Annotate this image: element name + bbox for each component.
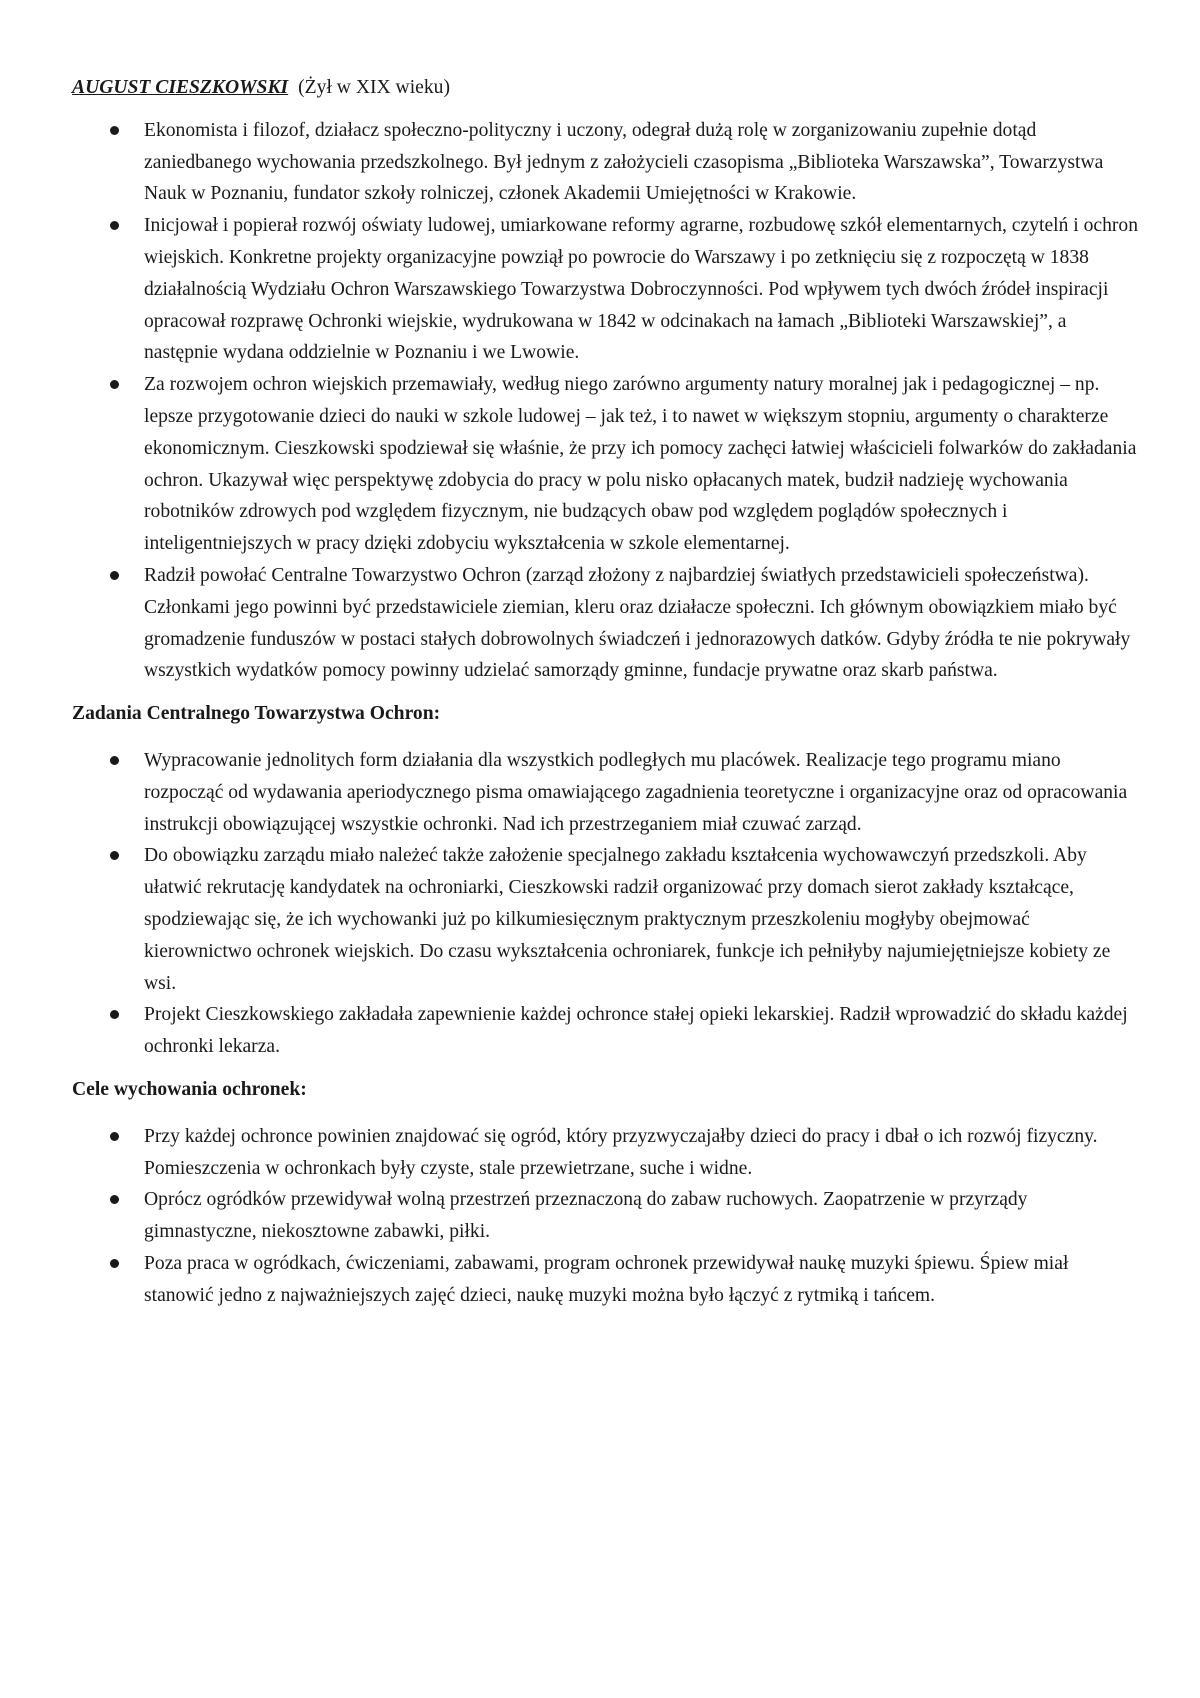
bullet-icon <box>110 1132 119 1141</box>
list-item <box>72 999 1140 1063</box>
list-item <box>72 115 1140 210</box>
section-heading-tasks: Zadania Centralnego Towarzystwa Ochron: <box>72 703 441 725</box>
biography-list <box>72 115 1140 687</box>
list-item-text: Do obowiązku zarządu miało należeć także założenie specjalnego zakładu kształcenia wychowawczyń przedszkoli. Aby ułatwić rekrutację kandydatek na ochroniarki, Cieszkowski radził organizować przy domach sierot zakłady kształcące, spodziewając się, że ich wychowanki już po kilkumiesięcznym praktycznym przeszkoleniu mogłyby obejmować kierownictwo ochronek wiejskich. Do czasu wykształcenia ochroniarek, funkcje ich pełniłyby najumiejętniejsze kobiety ze wsi. <box>144 845 1111 994</box>
bullet-icon <box>110 380 119 389</box>
goals-list <box>72 1121 1140 1312</box>
list-item-text: Oprócz ogródków przewidywał wolną przestrzeń przeznaczoną do zabaw ruchowych. Zaopatrzenie w przyrządy gimnastyczne, niekosztowne zabawki, piłki. <box>144 1189 1028 1243</box>
bullet-icon <box>110 1010 119 1019</box>
bullet-icon <box>110 1259 119 1268</box>
list-item-text: Ekonomista i filozof, działacz społeczno-polityczny i uczony, odegrał dużą rolę w zorganizowaniu zupełnie dotąd zaniedbanego wychowania przedszkolnego. Był jednym z założycieli czasopisma „Biblioteka Warszawska”, Towarzystwa Nauk w Poznaniu, fundator szkoły rolniczej, członek Akademii Umiejętności w Krakowie. <box>144 119 1104 205</box>
list-item-text: Za rozwojem ochron wiejskich przemawiały, według niego zarówno argumenty natury moralnej jak i pedagogicznej – np. lepsze przygotowanie dzieci do nauki w szkole ludowej – jak też, i to nawet w większym stopniu, argumenty o charakterze ekonomicznym. Cieszkowski spodziewał się właśnie, że przy ich pomocy zachęci łatwiej właścicieli folwarków do zakładania ochron. Ukazywał więc perspektywę zdobycia do pracy w polu nisko opłacanych matek, budził nadzieję wychowania robotników zdrowych pod względem fizycznym, nie budzących obaw pod względem poglądów społecznych i inteligentniejszych w pracy dzięki zdobyciu wykształcenia w szkole elementarnej. <box>144 374 1137 555</box>
list-item-text: Radził powołać Centralne Towarzystwo Ochron (zarząd złożony z najbardziej światłych przedstawicieli społeczeństwa). Członkami jego powinni być przedstawiciele ziemian, kleru oraz działacze społeczni. Ich głównym obowiązkiem miało być gromadzenie funduszów w postaci stałych dobrowolnych świadczeń i jednorazowych datków. Gdyby źródła te nie pokrywały wszystkich wydatków pomocy powinny udzielać samorządy gminne, fundacje prywatne oraz skarb państwa. <box>144 564 1131 682</box>
list-item <box>72 1248 1140 1312</box>
section-heading-goals: Cele wychowania ochronek: <box>72 1078 307 1100</box>
bullet-icon <box>110 571 119 580</box>
list-item-text: Przy każdej ochronce powinien znajdować się ogród, który przyzwyczajałby dzieci do pracy i dbał o ich rozwój fizyczny. Pomieszczenia w ochronkach były czyste, stale przewietrzane, suche i widne. <box>144 1125 1098 1179</box>
bullet-icon <box>110 1195 119 1204</box>
bullet-icon <box>110 126 119 135</box>
list-item <box>72 210 1140 369</box>
bullet-icon <box>110 756 119 765</box>
document-title <box>72 72 1140 104</box>
list-item-text: Wypracowanie jednolitych form działania dla wszystkich podległych mu placówek. Realizacje tego programu miano rozpocząć od wydawania aperiodycznego pisma omawiającego zagadnienia teoretyczne i organizacyjne oraz od opracowania instrukcji obowiązującej wszystkie ochronki. Nad ich przestrzeganiem miał czuwać zarząd. <box>144 749 1128 835</box>
list-item-text: Poza praca w ogródkach, ćwiczeniami, zabawami, program ochronek przewidywał naukę muzyki śpiewu. Śpiew miał stanowić jedno z najważniejszych zajęć dzieci, naukę muzyki można było łączyć z rytmiką i tańcem. <box>144 1252 1069 1306</box>
list-item <box>72 369 1140 560</box>
title-note: (Żył w XIX wieku) <box>298 77 450 98</box>
list-item <box>72 560 1140 687</box>
bullet-icon <box>110 221 119 230</box>
list-item <box>72 1184 1140 1248</box>
list-item <box>72 745 1140 840</box>
bullet-icon <box>110 851 119 860</box>
title-name: AUGUST CIESZKOWSKI <box>72 77 289 98</box>
list-item-text: Projekt Cieszkowskiego zakładała zapewnienie każdej ochronce stałej opieki lekarskiej. Radził wprowadzić do składu każdej ochronki lekarza. <box>144 1004 1128 1058</box>
list-item <box>72 1121 1140 1185</box>
tasks-list <box>72 745 1140 1063</box>
list-item <box>72 840 1140 999</box>
list-item-text: Inicjował i popierał rozwój oświaty ludowej, umiarkowane reformy agrarne, rozbudowę szkół elementarnych, czytelń i ochron wiejskich. Konkretne projekty organizacyjne powziął po powrocie do Warszawy i po zetknięciu się z rozpoczętą w 1838 działalnością Wydziału Ochron Warszawskiego Towarzystwa Dobroczynności. Pod wpływem tych dwóch źródeł inspiracji opracował rozprawę Ochronki wiejskie, wydrukowana w 1842 w odcinakach na łamach „Biblioteki Warszawskiej”, a następnie wydana oddzielnie w Poznaniu i we Lwowie. <box>144 215 1139 364</box>
